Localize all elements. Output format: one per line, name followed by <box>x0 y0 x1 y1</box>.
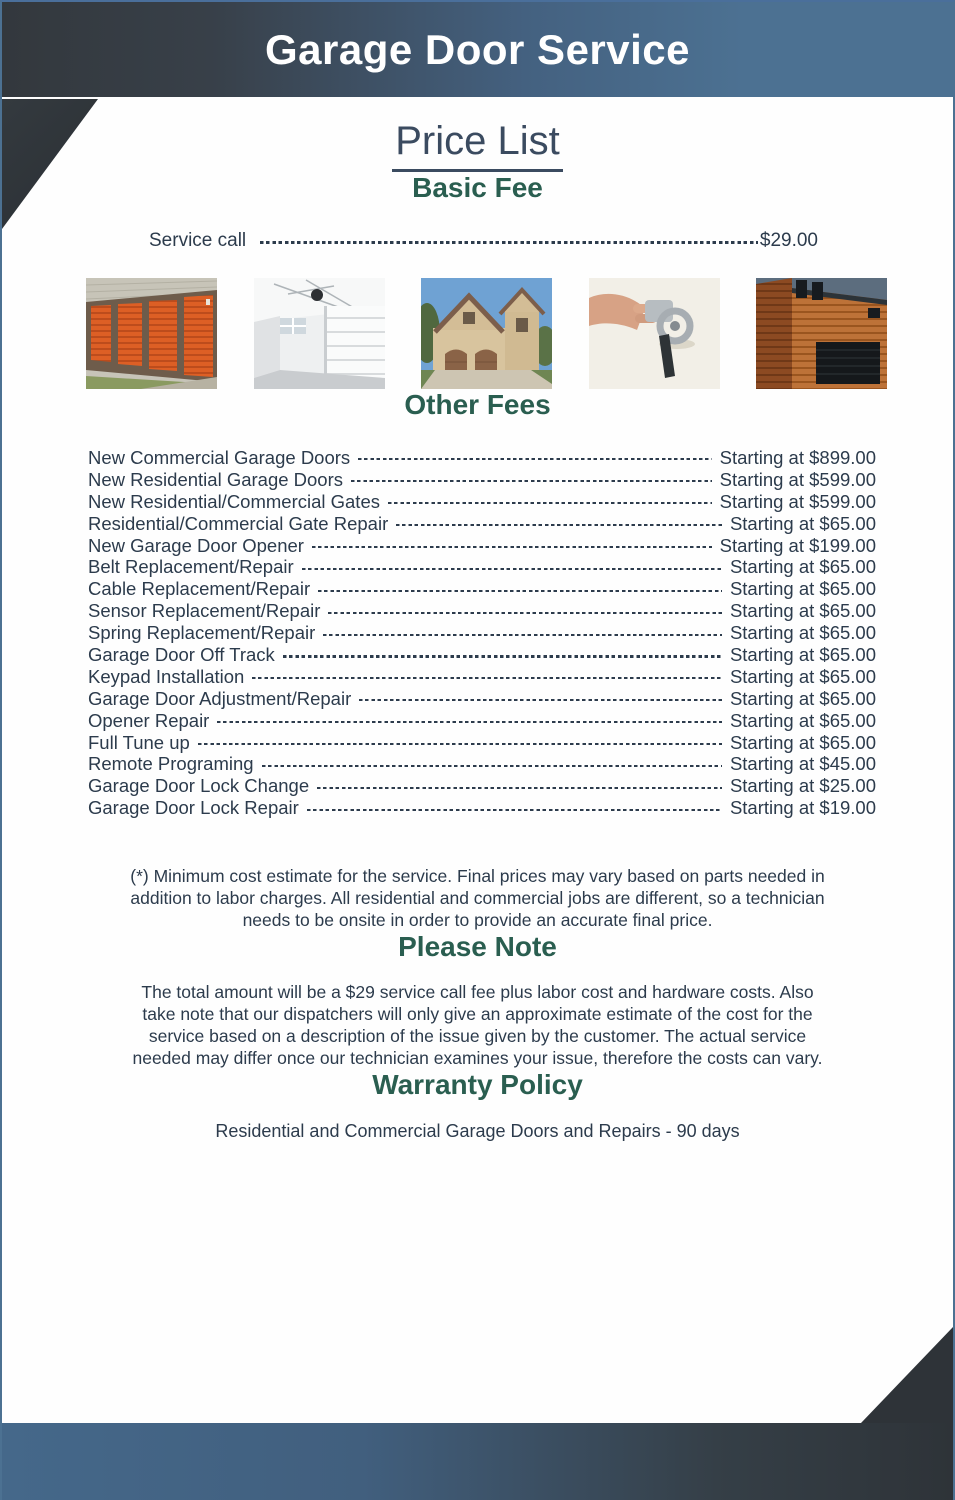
service-call-label: Service call <box>149 230 247 251</box>
fee-row <box>88 622 876 644</box>
dash-leader <box>317 787 722 789</box>
basic-fee-heading: Basic Fee <box>412 172 543 203</box>
dash-leader <box>307 809 722 811</box>
fee-price: Starting at $25.00 <box>729 775 876 797</box>
fee-label: New Residential/Commercial Gates <box>88 490 380 512</box>
fee-row <box>88 578 876 600</box>
fee-price: Starting at $19.00 <box>729 797 876 819</box>
fee-label: Residential/Commercial Gate Repair <box>88 512 389 534</box>
fee-label: Cable Replacement/Repair <box>88 578 311 600</box>
dash-leader <box>283 655 722 657</box>
please-note-heading: Please Note <box>398 931 557 963</box>
service-call-row <box>149 230 818 252</box>
fee-price: Starting at $599.00 <box>719 490 876 512</box>
header-banner <box>2 2 953 97</box>
dash-leader <box>312 546 712 548</box>
fee-label: Belt Replacement/Repair <box>88 556 294 578</box>
fee-price: Starting at $65.00 <box>729 556 876 578</box>
fee-row <box>88 710 876 732</box>
fee-label: Spring Replacement/Repair <box>88 622 316 644</box>
dash-leader <box>252 677 722 679</box>
lock-installation-photo <box>589 278 720 389</box>
fee-price: Starting at $65.00 <box>729 622 876 644</box>
dash-leader <box>323 634 722 636</box>
fee-price: Starting at $45.00 <box>729 753 876 775</box>
fee-row <box>88 775 876 797</box>
service-call-price: $29.00 <box>759 230 818 251</box>
fee-row <box>88 666 876 688</box>
other-fees-heading: Other Fees <box>404 389 551 420</box>
fee-row <box>88 469 876 491</box>
fee-row <box>88 447 876 469</box>
house-double-garage-photo <box>421 278 552 389</box>
fee-row <box>88 644 876 666</box>
fee-price: Starting at $199.00 <box>719 534 876 556</box>
other-fees-list <box>88 447 876 819</box>
dash-leader <box>358 458 711 460</box>
fee-price: Starting at $599.00 <box>719 468 876 490</box>
fee-label: New Garage Door Opener <box>88 534 304 556</box>
fee-price: Starting at $65.00 <box>729 578 876 600</box>
modern-wood-garage-photo <box>756 278 887 389</box>
fee-price: Starting at $899.00 <box>719 447 876 468</box>
fee-row <box>88 513 876 535</box>
fee-row <box>88 535 876 557</box>
fee-price: Starting at $65.00 <box>729 512 876 534</box>
orange-storage-doors-photo <box>86 278 217 389</box>
fee-row <box>88 491 876 513</box>
fee-row <box>88 556 876 578</box>
fee-label: Keypad Installation <box>88 665 245 687</box>
please-note-text: The total amount will be a $29 service call fee plus labor cost and hardware costs. Also take note that our dispatchers will only give an approximate estimate of the cost for the service based on a description of the issue given by the customer. The actual service needed may differ once our technician examines your issue, therefore the costs can vary. <box>132 982 823 1069</box>
fee-label: New Commercial Garage Doors <box>88 447 351 468</box>
fee-price: Starting at $65.00 <box>729 665 876 687</box>
dash-leader <box>198 743 722 745</box>
fee-price: Starting at $65.00 <box>729 600 876 622</box>
fee-label: Sensor Replacement/Repair <box>88 600 321 622</box>
fee-label: Remote Programing <box>88 753 254 775</box>
dash-leader <box>318 590 722 592</box>
garage-interior-opener-photo <box>254 278 385 389</box>
dash-leader <box>260 241 758 243</box>
dash-leader <box>396 524 722 526</box>
fee-label: New Residential Garage Doors <box>88 468 344 490</box>
fee-label: Garage Door Lock Repair <box>88 797 299 819</box>
price-list-subtitle: Price List <box>2 119 953 172</box>
fee-row <box>88 688 876 710</box>
footer-band <box>2 1423 953 1500</box>
fee-price: Starting at $65.00 <box>729 709 876 731</box>
fee-price: Starting at $65.00 <box>729 687 876 709</box>
dash-leader <box>351 480 712 482</box>
warranty-heading: Warranty Policy <box>372 1069 583 1101</box>
disclaimer-text: (*) Minimum cost estimate for the service. Final prices may vary based on parts needed in addition to labor charges. All residential and commercial jobs are different, so a technician needs to be onsite in order to provide an accurate final price. <box>130 866 825 931</box>
photo-strip <box>86 278 887 389</box>
fee-price: Starting at $65.00 <box>729 731 876 753</box>
fee-row <box>88 753 876 775</box>
fee-row <box>88 732 876 754</box>
fee-label: Garage Door Adjustment/Repair <box>88 687 352 709</box>
dash-leader <box>388 502 712 504</box>
fee-label: Garage Door Lock Change <box>88 775 310 797</box>
fee-label: Opener Repair <box>88 709 210 731</box>
dash-leader <box>262 765 722 767</box>
fee-row <box>88 600 876 622</box>
bottom-right-corner-decoration <box>861 1327 953 1423</box>
dash-leader <box>302 568 722 570</box>
dash-leader <box>217 721 722 723</box>
fee-label: Garage Door Off Track <box>88 644 275 666</box>
flyer-content <box>2 119 953 1142</box>
dash-leader <box>328 612 722 614</box>
warranty-text: Residential and Commercial Garage Doors and Repairs - 90 days <box>215 1121 740 1142</box>
dash-leader <box>359 699 722 701</box>
page-title: Garage Door Service <box>264 25 691 73</box>
fee-row <box>88 797 876 819</box>
fee-label: Full Tune up <box>88 731 190 753</box>
fee-price: Starting at $65.00 <box>729 644 876 666</box>
